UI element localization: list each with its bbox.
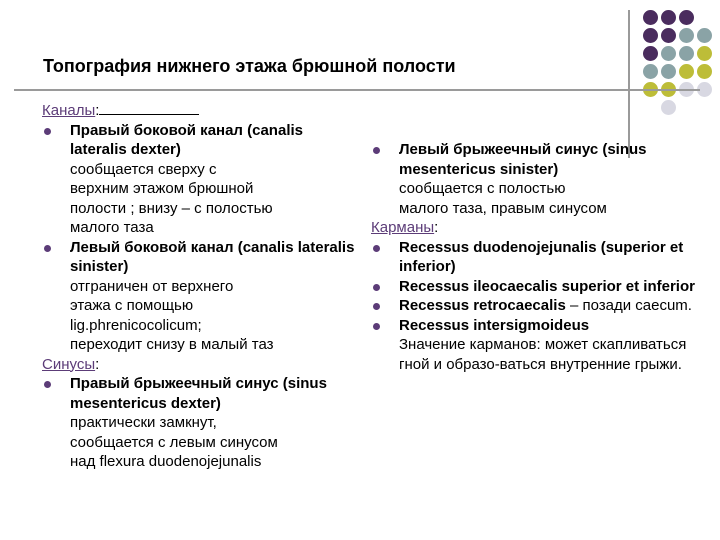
list-item [371, 316, 701, 336]
list-item [42, 238, 362, 355]
item-line: над flexura duodenojejunalis [70, 453, 262, 470]
item-title: Левый боковой канал (canalis lateralis sinister) [70, 238, 355, 275]
item-line: переходит снизу в малый таз [70, 336, 274, 353]
bullet-icon [373, 323, 380, 330]
item-line: верхним этажом брюшной [70, 180, 254, 197]
sinuses-heading: Синусы [42, 355, 96, 373]
list-item [371, 140, 701, 218]
bullet-icon [44, 245, 51, 252]
pockets-note: Значение карманов: может скапливаться гной и образо-ваться внутренние грыжи. [399, 336, 687, 373]
bullet-icon [44, 381, 51, 388]
list-item [371, 277, 701, 297]
list-item [42, 374, 362, 472]
pockets-heading-row: Карманы: [371, 219, 439, 236]
item-title: Recessus intersigmoideus [399, 316, 590, 334]
item-title: Правый боковой канал (canalis lateralis dexter) [70, 121, 303, 158]
list-item [371, 296, 701, 316]
item-title: Правый брыжеечный синус (sinus mesentericus dexter) [70, 375, 327, 412]
item-line: практически замкнут, [70, 414, 217, 431]
decorative-dot-grid [640, 10, 720, 110]
list-item [42, 121, 362, 238]
left-column [42, 100, 362, 472]
item-line: отграничен от верхнего [70, 277, 234, 295]
dot [643, 10, 658, 25]
item-line: малого таза, правым синусом [399, 199, 607, 217]
item-title: Левый брыжеечный синус (sinus mesentericus sinister) [399, 141, 647, 178]
channels-heading-row: Каналы: [42, 100, 362, 121]
dot [643, 28, 658, 43]
dot [697, 28, 712, 43]
dot [643, 64, 658, 79]
bullet-icon [373, 245, 380, 252]
bullet-icon [373, 284, 380, 291]
page-title: Топография нижнего этажа брюшной полости [43, 56, 456, 76]
item-rest: – позади caecum. [565, 297, 692, 314]
sinuses-heading-row: Синусы: [42, 355, 100, 373]
item-line: полости ; внизу – с полостью [70, 199, 273, 217]
bullet-icon [44, 128, 51, 135]
dot [679, 64, 694, 79]
dot [661, 100, 676, 115]
item-line: малого таза [70, 219, 154, 236]
item-line: этажа с помощью [70, 297, 194, 314]
bullet-icon [373, 147, 380, 154]
dot [661, 28, 676, 43]
pockets-heading: Карманы [371, 219, 435, 236]
dot [697, 64, 712, 79]
item-line: сообщается сверху с [70, 160, 217, 178]
item-title: Recessus duodenojejunalis (superior et inferior) [399, 238, 684, 275]
item-line: сообщается с полостью [399, 180, 566, 197]
dot [661, 64, 676, 79]
right-column [371, 140, 701, 374]
channels-heading: Каналы [42, 102, 96, 119]
horizontal-divider [14, 89, 700, 91]
dot [679, 28, 694, 43]
list-item [371, 238, 701, 277]
dot [661, 10, 676, 25]
vertical-divider [628, 10, 630, 158]
item-line: lig.phrenicocolicum; [70, 316, 202, 334]
item-title: Recessus retrocaecalis [399, 297, 566, 314]
dot [661, 46, 676, 61]
dot [679, 10, 694, 25]
item-title: Recessus ileocaecalis superior et inferior [399, 277, 695, 295]
item-line: сообщается с левым синусом [70, 433, 278, 451]
bullet-icon [373, 303, 380, 310]
dot [697, 46, 712, 61]
dot [643, 46, 658, 61]
dot [679, 46, 694, 61]
heading-underline [99, 100, 199, 115]
